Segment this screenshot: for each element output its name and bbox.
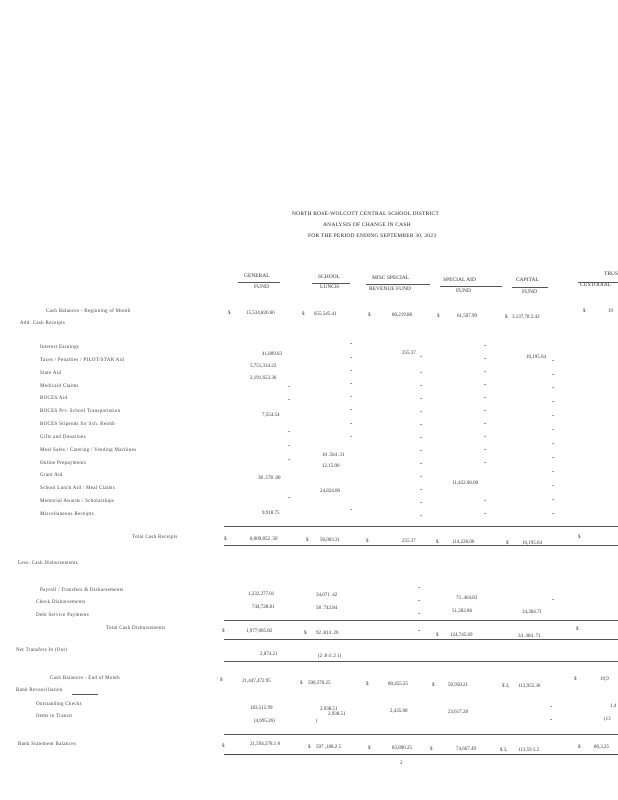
total-disb-special: 124,745.69 bbox=[450, 633, 473, 638]
bank-recon-underline bbox=[72, 694, 98, 695]
lunch-online: 12.15.00 bbox=[322, 464, 340, 469]
col-lunch-1: SCHOOL bbox=[318, 274, 341, 280]
dash: - bbox=[552, 397, 555, 405]
title-line-3: FOR THE PERIOD ENDING SEPTEMBER 30, 2023 bbox=[308, 233, 437, 239]
total-receipts-capital: 10,195.64 bbox=[522, 541, 542, 546]
col-misc-underline bbox=[366, 284, 430, 285]
dash: - bbox=[288, 395, 291, 403]
dollar-sign: $ bbox=[366, 682, 369, 687]
total-disb-capital: 34 .384 .71 bbox=[518, 634, 541, 639]
recon-general-transit: (4,695.26) bbox=[254, 719, 275, 724]
dash: - bbox=[552, 411, 555, 419]
cash-end-misc: 80,455.25 bbox=[388, 682, 408, 687]
bank-recon-label: Bank Reconciliation bbox=[16, 688, 63, 693]
bank-statement-label: Bank Statement Balances bbox=[18, 742, 76, 747]
bank-statement-line-top bbox=[224, 734, 618, 735]
col-capital-underline bbox=[512, 287, 548, 288]
dollar-sign: $ bbox=[436, 540, 439, 545]
dash: - bbox=[420, 381, 423, 389]
net-transfers-lunch: (2 .8 4 .2 1) bbox=[318, 654, 342, 659]
dollar-sign: $ bbox=[300, 681, 303, 686]
col-general-underline bbox=[238, 282, 280, 283]
dollar-sign: $ bbox=[505, 315, 508, 320]
col-special-2: FUND bbox=[456, 288, 471, 294]
dash: - bbox=[420, 511, 423, 519]
disb-general-checks: 744,728.81 bbox=[252, 605, 275, 610]
dash: - bbox=[350, 419, 353, 427]
col-capital-2: FUND bbox=[522, 289, 537, 295]
disb-special-checks: 51,282.86 bbox=[452, 609, 472, 614]
general-interest: 41,809.63 bbox=[262, 352, 282, 357]
dollar-sign: $ bbox=[302, 312, 305, 317]
dash: - bbox=[484, 509, 487, 517]
dash: - bbox=[288, 382, 291, 390]
total-receipts-special: 114,226.00 bbox=[452, 540, 475, 545]
dollar-sign: $ bbox=[220, 678, 223, 683]
cash-beg-general: 15,534,826.66 bbox=[246, 311, 275, 316]
dash: - bbox=[552, 383, 555, 391]
dash: - bbox=[350, 366, 353, 374]
dollar-sign: $ bbox=[368, 746, 371, 751]
dash: - bbox=[350, 405, 353, 413]
dash: - bbox=[484, 496, 487, 504]
dash: - bbox=[288, 427, 291, 435]
cash-end-capital: 113,955.36 bbox=[518, 684, 541, 689]
recon-label: Items in Transit bbox=[36, 714, 73, 719]
cash-beg-trust: 19 bbox=[608, 309, 613, 314]
disb-label: Payroll / Transfers & Disbursements bbox=[40, 588, 124, 593]
dollar-sign: $ bbox=[366, 539, 369, 544]
dollar-sign: $ bbox=[576, 627, 579, 632]
cash-beg-misc: 80,219.88 bbox=[392, 313, 412, 318]
dash: - bbox=[484, 367, 487, 375]
total-disb-general: 1,977,005.82 bbox=[246, 629, 273, 634]
general-misc: 9,918.75 bbox=[262, 511, 280, 516]
col-trust-underline bbox=[578, 282, 618, 283]
dash: - bbox=[418, 626, 421, 634]
dash: - bbox=[552, 481, 555, 489]
col-capital-1: CAPITAL bbox=[516, 277, 539, 283]
recon-special-outstanding: 23,617.28 bbox=[448, 710, 468, 715]
dash: - bbox=[420, 394, 423, 402]
dollar-sign: $ bbox=[578, 535, 581, 540]
dash: - bbox=[484, 445, 487, 453]
dollar-sign: $ bbox=[304, 631, 307, 636]
lunch-meal-sales: 10 .564 .31 bbox=[322, 453, 345, 458]
receipt-label: Grant Aid bbox=[40, 473, 63, 478]
dash: - bbox=[350, 339, 353, 347]
dash: - bbox=[484, 458, 487, 466]
cash-end-lunch: 596,370.25 bbox=[308, 681, 331, 686]
cash-beg-lunch: 655,545.41 bbox=[314, 312, 337, 317]
capital-interest: 10,195.64 bbox=[526, 355, 546, 360]
col-lunch-underline bbox=[312, 283, 350, 284]
col-general-2: FUND bbox=[254, 284, 269, 290]
bank-statement-general: 21,594,378.1 8 bbox=[250, 742, 280, 747]
dollar-sign: $ 3, bbox=[500, 748, 508, 753]
dollar-sign: $ bbox=[222, 744, 225, 749]
dollar-sign: $ bbox=[430, 747, 433, 752]
net-transfers-label: Net Transfers In (Out) bbox=[16, 648, 68, 653]
dash: - bbox=[350, 379, 353, 387]
col-misc-2: REVENUE FUND bbox=[369, 286, 412, 292]
recon-trust-outstanding: 1,4 bbox=[610, 704, 617, 709]
net-transfers-line bbox=[224, 661, 618, 662]
receipt-label: Taxes / Penalties / PILOT/STAR Aid bbox=[40, 358, 125, 363]
dash: - bbox=[552, 467, 555, 475]
receipt-label: Interest Earnings bbox=[40, 345, 80, 350]
dash: - bbox=[484, 354, 487, 362]
dash: - bbox=[420, 459, 423, 467]
dash: - bbox=[420, 352, 423, 360]
general-boces-prv: 7,554.54 bbox=[262, 413, 280, 418]
dash: - bbox=[418, 609, 421, 617]
dash: - bbox=[288, 455, 291, 463]
total-receipts-lunch: 56,003.31 bbox=[320, 538, 340, 543]
receipt-label: Meal Sales / Catering / Vending Machines bbox=[40, 448, 137, 453]
disb-label: Debt Service Payments bbox=[36, 613, 89, 618]
receipt-label: State Aid bbox=[40, 371, 62, 376]
less-disb-label: Less: Cash Disbursements bbox=[18, 561, 78, 566]
receipt-label: Medicaid Claims bbox=[40, 384, 79, 389]
recon-label: Outstanding Checks bbox=[36, 702, 82, 707]
recon-misc-outstanding: 2,435.00 bbox=[390, 709, 408, 714]
col-trust-1: TRUS bbox=[604, 271, 618, 277]
dash: - bbox=[484, 341, 487, 349]
dash: - bbox=[552, 356, 555, 364]
disb-capital-checks: 34,384.71 bbox=[522, 610, 542, 615]
dollar-sign: $ bbox=[574, 677, 577, 682]
receipt-label: Gifts and Donations bbox=[40, 435, 86, 440]
recon-lunch-outstanding: 2,938.51 bbox=[320, 707, 338, 712]
dash: - bbox=[418, 583, 421, 591]
dash: - bbox=[484, 419, 487, 427]
general-taxes: 5,751,334.22 bbox=[250, 364, 277, 369]
total-receipts-misc: 255.37 bbox=[402, 539, 416, 544]
dollar-sign: $ bbox=[506, 541, 509, 546]
total-receipts-general: 8,009,852 .50 bbox=[250, 537, 278, 542]
total-disb-line-top bbox=[224, 620, 618, 621]
recon-lunch-transit: 2,938.51 bbox=[328, 712, 346, 717]
special-grant-aid: 11,422.06.00 bbox=[452, 481, 479, 486]
dash: - bbox=[552, 509, 555, 517]
lunch-school-lunch-aid: 24,824.00 bbox=[320, 489, 340, 494]
bank-statement-misc: 83,890.25 bbox=[392, 746, 412, 751]
col-trust-2: CUSTODIAL bbox=[580, 282, 612, 288]
recon-general-outstanding: 183,515.99 bbox=[250, 706, 273, 711]
dollar-sign: $ bbox=[583, 309, 586, 314]
page-number: 2 bbox=[400, 761, 403, 766]
receipt-label: BOCES Aid bbox=[40, 396, 68, 401]
col-lunch-2: LUNCH bbox=[320, 284, 339, 290]
col-misc-1: MISC SPECIAL bbox=[372, 275, 410, 281]
dash: - bbox=[550, 715, 553, 723]
disb-general-payroll: 1,232,277.01 bbox=[248, 592, 275, 597]
bank-statement-lunch: 597 ,188.2 5 bbox=[316, 745, 341, 750]
dash: - bbox=[350, 353, 353, 361]
dollar-sign: $ bbox=[308, 745, 311, 750]
dollar-sign: $ bbox=[436, 633, 439, 638]
dash: - bbox=[420, 433, 423, 441]
receipt-label: BOCES Prv. School Transportation bbox=[40, 409, 121, 414]
dollar-sign: $ bbox=[578, 745, 581, 750]
dollar-sign: $ bbox=[224, 537, 227, 542]
dollar-sign: $ 3, bbox=[502, 684, 510, 689]
receipt-label: Memorial Awards / Scholarships bbox=[40, 499, 115, 504]
dash: - bbox=[420, 368, 423, 376]
add-receipts-label: Add: Cash Receipts bbox=[20, 321, 66, 326]
dash: - bbox=[418, 596, 421, 604]
bank-statement-special: 74,667.49 bbox=[456, 747, 476, 752]
receipt-label: BOCES Stipends for Sch. Reimb bbox=[40, 422, 115, 427]
dash: - bbox=[350, 432, 353, 440]
total-receipts-label: Total Cash Receipts bbox=[132, 535, 178, 540]
title-line-2: ANALYSIS OF CHANGE IN CASH bbox=[323, 222, 411, 228]
dash: - bbox=[350, 392, 353, 400]
dollar-sign: $ bbox=[432, 683, 435, 688]
dash: - bbox=[484, 432, 487, 440]
misc-interest: 255.37 bbox=[402, 351, 416, 356]
disb-label: Check Disbursements bbox=[36, 600, 86, 605]
dash: - bbox=[552, 370, 555, 378]
dash: - bbox=[420, 498, 423, 506]
dash: - bbox=[288, 493, 291, 501]
bank-statement-capital: 113,59 3.2 bbox=[518, 748, 540, 753]
cash-end-trust: 19,9 bbox=[600, 677, 609, 682]
dollar-sign: $ bbox=[228, 311, 231, 316]
recon-trust-transit: (13 bbox=[604, 717, 611, 722]
dollar-sign: $ bbox=[306, 538, 309, 543]
dash: - bbox=[552, 425, 555, 433]
dash: - bbox=[484, 393, 487, 401]
dash: - bbox=[420, 446, 423, 454]
cash-beg-special: 61,507.99 bbox=[457, 314, 477, 319]
cash-end-label: Cash Balances - End of Month bbox=[50, 676, 120, 681]
cash-end-general: 21,447,472.95 bbox=[242, 679, 271, 684]
receipt-label: Online Prepayments bbox=[40, 461, 87, 466]
net-transfers-general: 2,874.21 bbox=[260, 652, 278, 657]
dash: - bbox=[552, 595, 555, 603]
dash: - bbox=[552, 495, 555, 503]
title-line-1: NORTH ROSE-WOLCOTT CENTRAL SCHOOL DISTRICT bbox=[292, 211, 439, 217]
disb-lunch-payroll: 34,071 .42 bbox=[316, 593, 338, 598]
bank-statement-line-bottom bbox=[224, 754, 618, 755]
dash: - bbox=[420, 472, 423, 480]
total-disb-lunch: 92 .814 .26 bbox=[316, 631, 339, 636]
disb-special-payroll: 73 .464.83 bbox=[456, 596, 478, 601]
total-receipts-line-bottom bbox=[224, 545, 618, 546]
dash: - bbox=[552, 453, 555, 461]
dollar-sign: $ bbox=[222, 629, 225, 634]
general-state-aid: 2,191,653.36 bbox=[250, 376, 277, 381]
recon-lunch-paren: ( bbox=[316, 719, 318, 724]
total-disb-label: Total Cash Disbursements bbox=[106, 626, 166, 631]
dollar-sign: $ bbox=[437, 314, 440, 319]
dash: - bbox=[484, 406, 487, 414]
dash: - bbox=[420, 407, 423, 415]
col-special-underline bbox=[440, 286, 502, 287]
total-receipts-line-top bbox=[224, 526, 618, 527]
col-special-1: SPECIAL AID bbox=[443, 277, 476, 283]
receipt-label: School Lunch Aid / Meal Claims bbox=[40, 486, 115, 491]
dash: - bbox=[350, 505, 353, 513]
cash-end-special: 50,950.21 bbox=[448, 683, 468, 688]
dash: - bbox=[552, 439, 555, 447]
row-cash-beginning-label: Cash Balances - Beginning of Month bbox=[46, 309, 131, 314]
dash: - bbox=[550, 702, 553, 710]
dash: - bbox=[288, 441, 291, 449]
dash: - bbox=[420, 420, 423, 428]
general-grant-aid: 38 .578 .00 bbox=[258, 476, 281, 481]
dash: - bbox=[484, 380, 487, 388]
dollar-sign: $ bbox=[368, 313, 371, 318]
cash-beg-capital: 3,137,78 2.43 bbox=[512, 315, 540, 320]
total-disb-line-bottom bbox=[224, 639, 618, 640]
bank-statement-trust: 80,3,25 bbox=[594, 745, 609, 750]
disb-lunch-checks: 58 .742.84 bbox=[316, 606, 338, 611]
dash: - bbox=[420, 485, 423, 493]
col-general-1: GENERAL bbox=[244, 273, 270, 279]
receipt-label: Miscellaneous Receipts bbox=[40, 512, 94, 517]
